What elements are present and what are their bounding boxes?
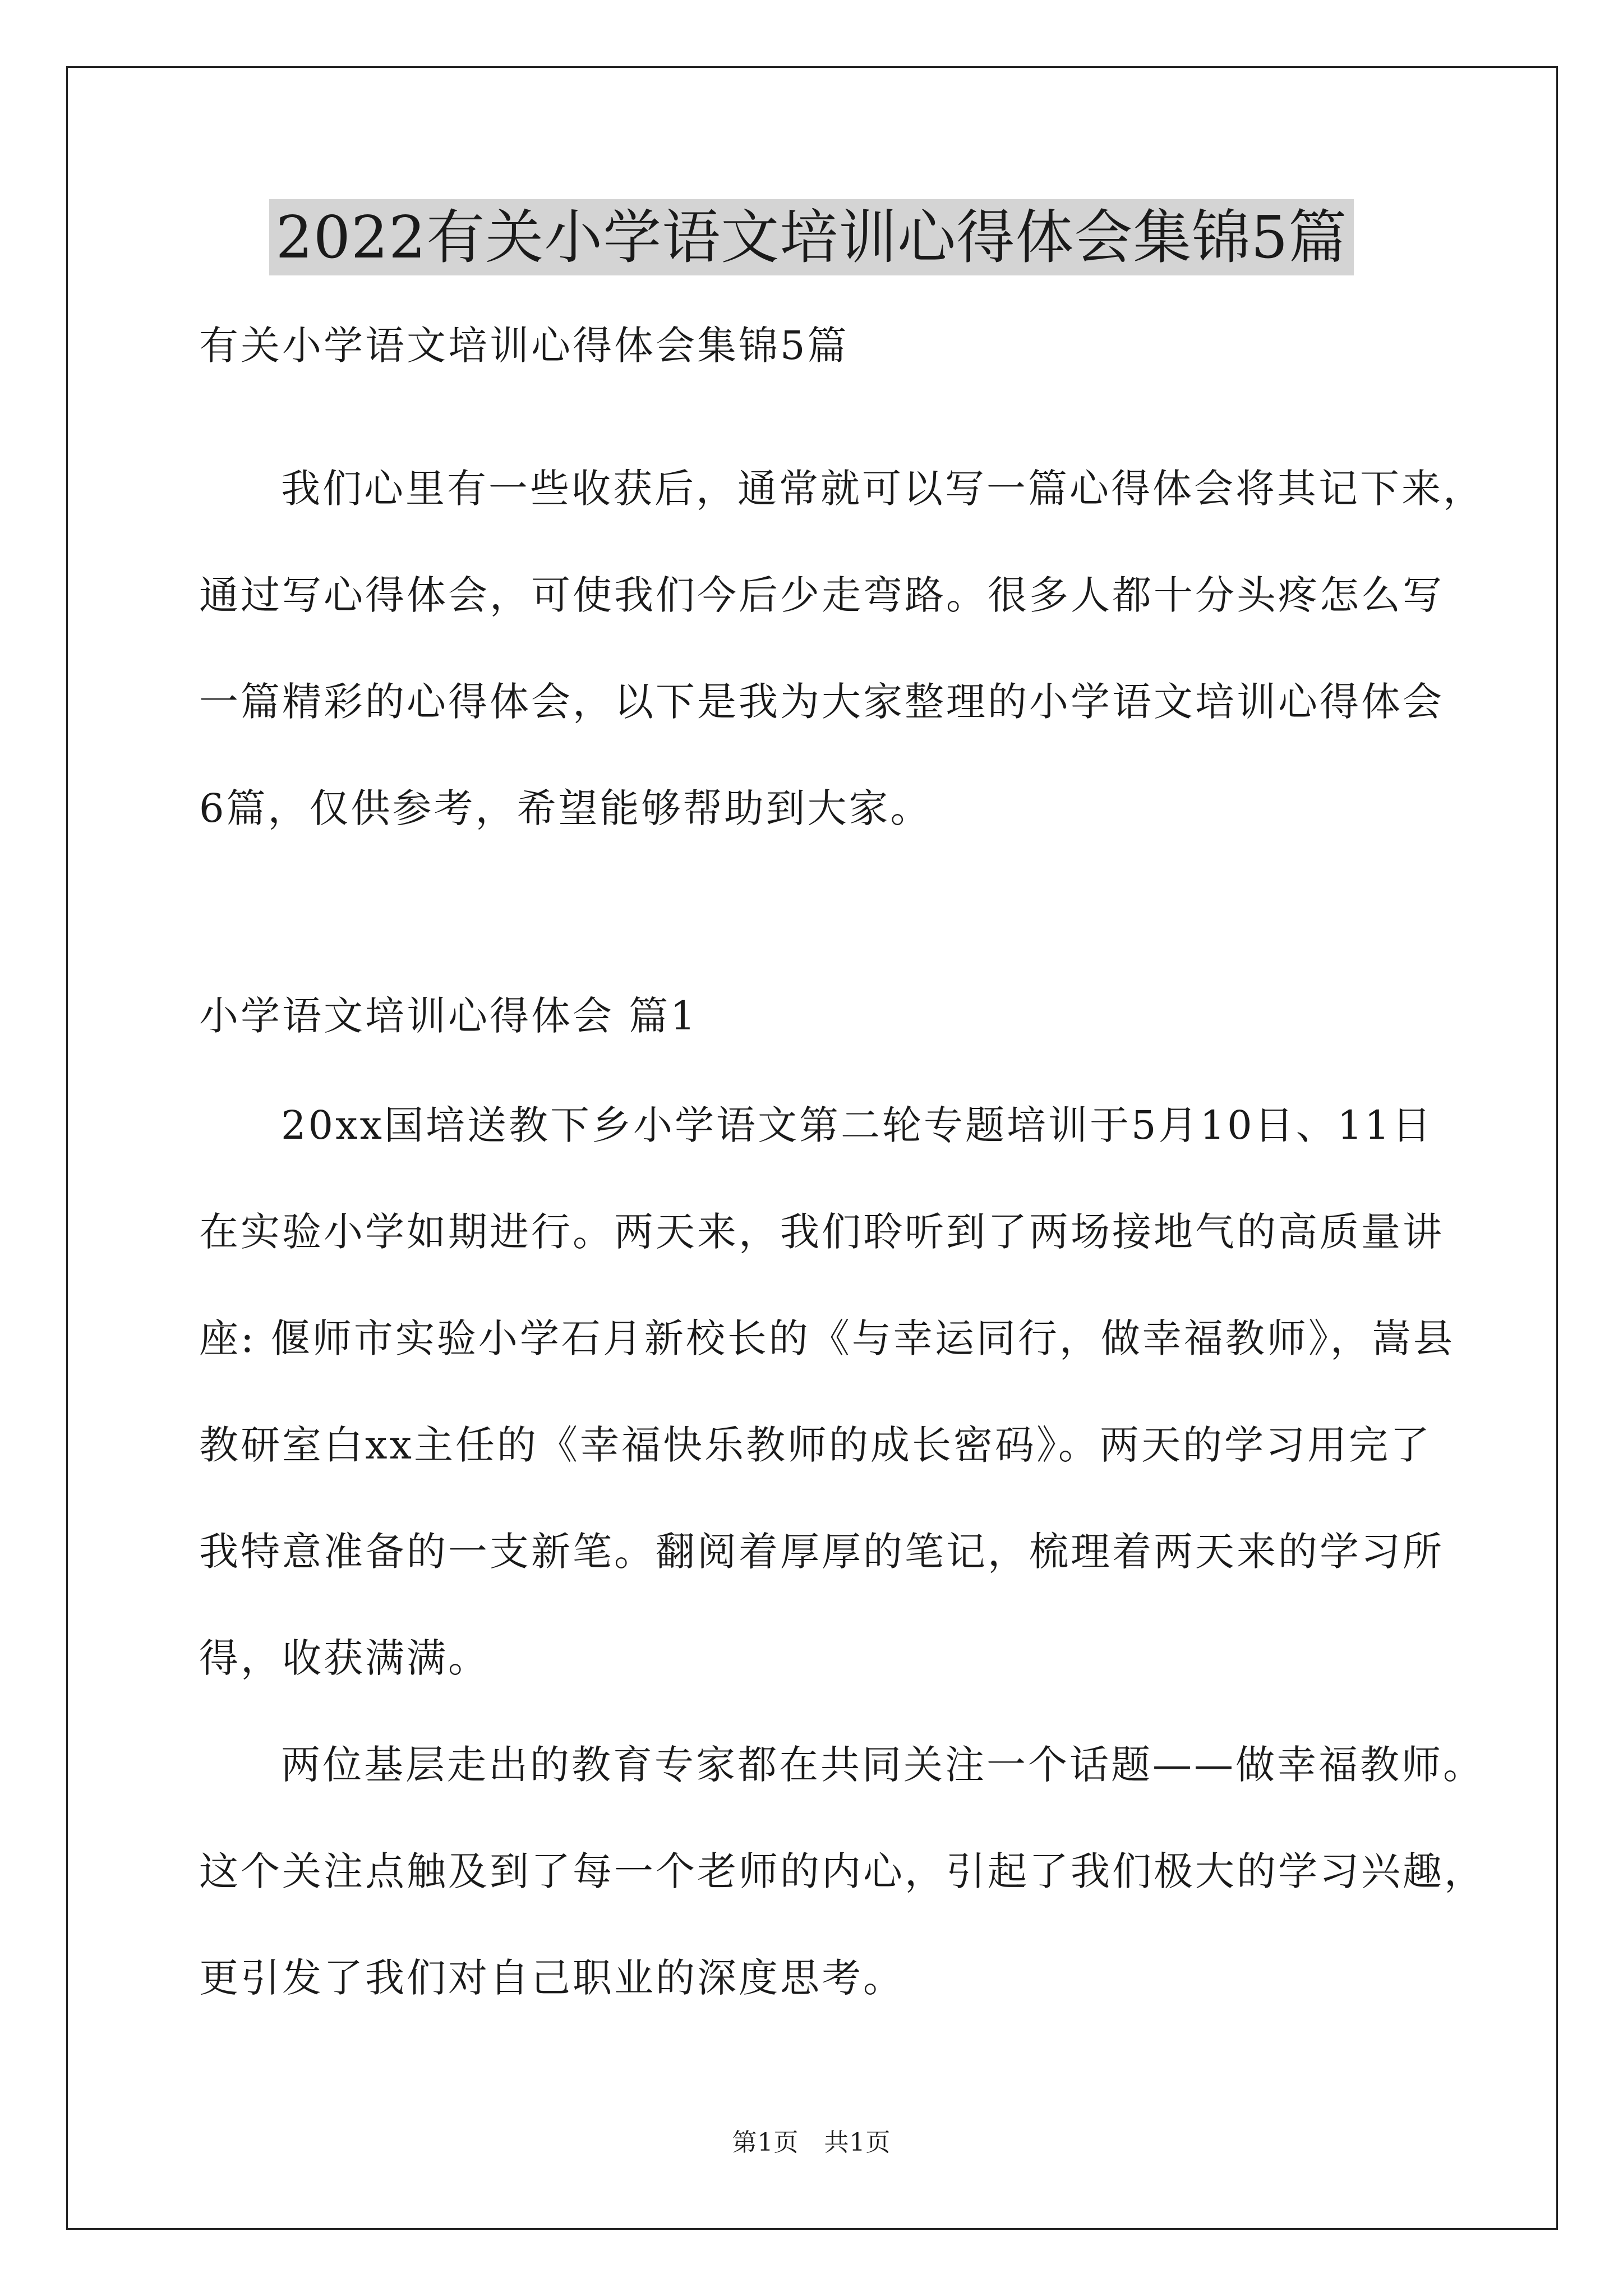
intro-line-1: 我们心里有一些收获后，通常就可以写一篇心得体会将其记下来， — [281, 466, 1484, 512]
section-heading: 小学语文培训心得体会 篇1 — [199, 993, 698, 1039]
title-container — [0, 199, 1623, 275]
para1-line-3: 座: 偃师市实验小学石月新校长的《与幸运同行，做幸福教师》，嵩县 — [199, 1315, 1455, 1361]
document-subtitle: 有关小学语文培训心得体会集锦5篇 — [199, 323, 849, 369]
para2-line-1: 两位基层走出的教育专家都在共同关注一个话题——做幸福教师。 — [281, 1742, 1484, 1788]
intro-line-4: 6篇，仅供参考，希望能够帮助到大家。 — [199, 785, 932, 831]
para1-line-5: 我特意准备的一支新笔。翻阅着厚厚的笔记，梳理着两天来的学习所 — [199, 1529, 1444, 1575]
para1-line-2: 在实验小学如期进行。两天来，我们聆听到了两场接地气的高质量讲 — [199, 1209, 1444, 1255]
page-number-footer: 第1页 共1页 — [732, 2128, 891, 2157]
para2-line-3: 更引发了我们对自己职业的深度思考。 — [199, 1955, 905, 2001]
intro-line-3: 一篇精彩的心得体会，以下是我为大家整理的小学语文培训心得体会 — [199, 679, 1444, 725]
intro-line-2: 通过写心得体会，可使我们今后少走弯路。很多人都十分头疼怎么写 — [199, 572, 1444, 618]
para1-line-4: 教研室白xx主任的《幸福快乐教师的成长密码》。两天的学习用完了 — [199, 1422, 1432, 1468]
para1-line-1: 20xx国培送教下乡小学语文第二轮专题培训于5月10日、11日 — [281, 1102, 1433, 1148]
document-title: 2022有关小学语文培训心得体会集锦5篇 — [269, 199, 1354, 275]
para2-line-2: 这个关注点触及到了每一个老师的内心，引起了我们极大的学习兴趣， — [199, 1848, 1486, 1894]
para1-line-6: 得，收获满满。 — [199, 1635, 490, 1681]
